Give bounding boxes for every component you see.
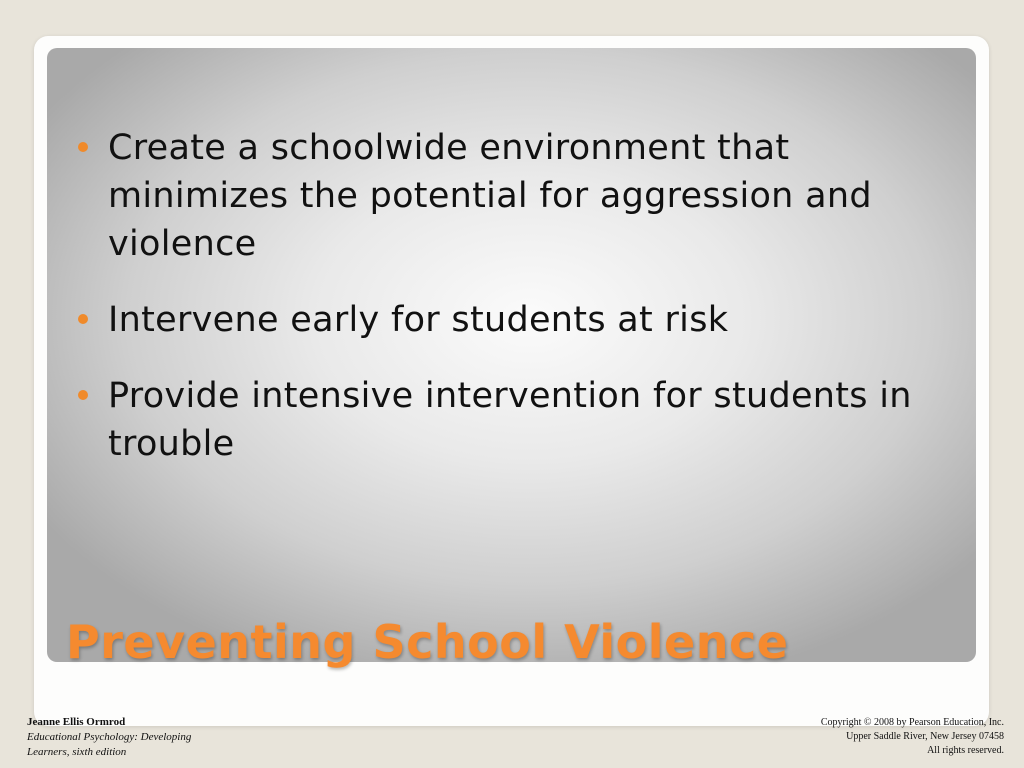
copyright-line2: Upper Saddle River, New Jersey 07458 (846, 731, 1004, 742)
bullet-text: Provide intensive intervention for students in trouble (108, 376, 912, 464)
bullet-dot-icon (78, 142, 88, 152)
bullet-text: Create a schoolwide environment that minimizes the potential for aggression and violence (108, 128, 872, 264)
bullet-dot-icon (78, 390, 88, 400)
footer-author: Jeanne Ellis Ormrod (27, 716, 126, 728)
copyright-line3: All rights reserved. (927, 745, 1004, 756)
footer-copyright (821, 716, 1004, 758)
slide-title: Preventing School Violence (66, 615, 789, 669)
footer-book-line1: Educational Psychology: Developing (27, 731, 192, 743)
copyright-line1: Copyright © 2008 by Pearson Education, Inc. (820, 717, 1004, 728)
bullet-item (78, 124, 968, 268)
bullet-text: Intervene early for students at risk (108, 300, 729, 340)
bullet-list (78, 124, 968, 496)
footer-book-line2: Learners, sixth edition (27, 746, 127, 758)
footer-source (27, 715, 191, 760)
bullet-item (78, 372, 968, 468)
bullet-dot-icon (78, 314, 88, 324)
bullet-item (78, 296, 968, 344)
